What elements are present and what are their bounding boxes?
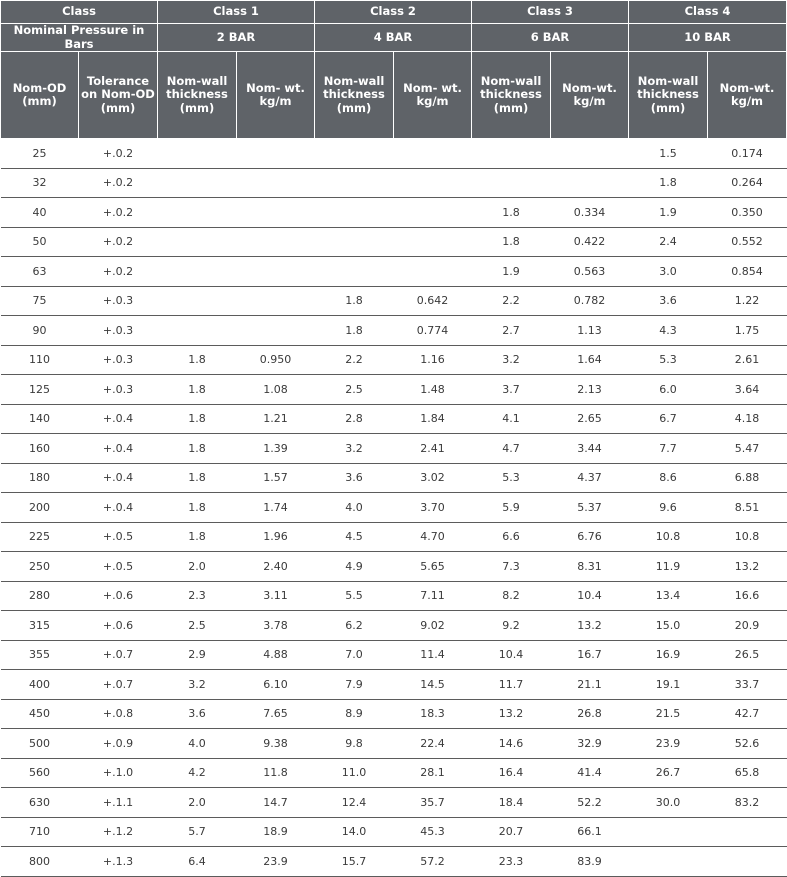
cell-tolerance: +.0.3 [79,316,158,346]
cell-c4-wall: 11.9 [629,552,708,582]
cell-c1-weight: 9.38 [237,729,315,759]
cell-c4-wall: 23.9 [629,729,708,759]
cell-c1-wall: 1.8 [158,522,237,552]
cell-c1-wall: 1.8 [158,463,237,493]
cell-nom-od: 50 [1,227,79,257]
cell-c1-weight [237,286,315,316]
cell-c3-wall: 13.2 [472,699,551,729]
cell-nom-od: 32 [1,168,79,198]
cell-c1-wall: 2.0 [158,552,237,582]
cell-c1-wall [158,257,237,287]
cell-c1-wall: 4.0 [158,729,237,759]
cell-c4-weight: 10.8 [708,522,787,552]
table-row [1,198,787,228]
cell-nom-od: 90 [1,316,79,346]
cell-c4-weight: 0.350 [708,198,787,228]
cell-tolerance: +.0.3 [79,286,158,316]
col-c4-weight: Nom-wt. kg/m [708,52,787,139]
table-row [1,581,787,611]
cell-c3-weight: 16.7 [551,640,629,670]
col-c1-weight: Nom- wt. kg/m [237,52,315,139]
table-row [1,640,787,670]
cell-c4-weight: 3.64 [708,375,787,405]
cell-c3-weight: 1.64 [551,345,629,375]
table-row [1,375,787,405]
cell-c1-wall [158,198,237,228]
cell-tolerance: +.1.3 [79,847,158,877]
cell-c1-weight: 1.57 [237,463,315,493]
cell-nom-od: 75 [1,286,79,316]
table-row [1,345,787,375]
cell-c2-wall: 4.5 [315,522,394,552]
cell-c4-wall: 4.3 [629,316,708,346]
cell-tolerance: +.0.2 [79,257,158,287]
table-row [1,788,787,818]
cell-tolerance: +.1.1 [79,788,158,818]
cell-c4-wall: 1.5 [629,139,708,169]
cell-c2-wall: 2.8 [315,404,394,434]
cell-c1-weight: 0.950 [237,345,315,375]
cell-c3-weight: 52.2 [551,788,629,818]
cell-nom-od: 200 [1,493,79,523]
cell-c3-wall: 10.4 [472,640,551,670]
cell-c3-weight: 0.422 [551,227,629,257]
cell-c3-weight: 0.334 [551,198,629,228]
cell-c2-wall: 7.9 [315,670,394,700]
cell-c1-weight: 23.9 [237,847,315,877]
cell-nom-od: 140 [1,404,79,434]
cell-c1-wall: 1.8 [158,434,237,464]
table-row [1,758,787,788]
cell-c2-wall: 2.2 [315,345,394,375]
cell-c4-weight [708,817,787,847]
cell-c2-wall: 4.9 [315,552,394,582]
cell-c3-weight: 6.76 [551,522,629,552]
cell-c2-weight [394,257,472,287]
cell-c3-weight: 3.44 [551,434,629,464]
cell-c2-weight: 28.1 [394,758,472,788]
cell-c2-weight: 45.3 [394,817,472,847]
cell-c4-weight: 16.6 [708,581,787,611]
cell-tolerance: +.0.9 [79,729,158,759]
cell-c4-weight: 5.47 [708,434,787,464]
cell-c4-weight: 0.174 [708,139,787,169]
cell-c4-weight: 0.264 [708,168,787,198]
cell-tolerance: +.0.5 [79,522,158,552]
cell-c4-wall: 1.8 [629,168,708,198]
col-nom-od: Nom-OD (mm) [1,52,79,139]
cell-c3-weight: 32.9 [551,729,629,759]
cell-c1-wall [158,139,237,169]
cell-c4-wall: 13.4 [629,581,708,611]
cell-tolerance: +.0.3 [79,345,158,375]
class-2-header: Class 2 [315,1,472,24]
cell-c2-weight [394,227,472,257]
cell-c2-weight: 2.41 [394,434,472,464]
cell-c2-wall [315,227,394,257]
cell-c3-wall [472,139,551,169]
cell-c1-weight [237,168,315,198]
cell-tolerance: +.0.4 [79,434,158,464]
cell-c4-weight: 65.8 [708,758,787,788]
table-row [1,257,787,287]
class-4-header: Class 4 [629,1,787,24]
cell-nom-od: 710 [1,817,79,847]
cell-tolerance: +.0.2 [79,168,158,198]
cell-c4-weight: 20.9 [708,611,787,641]
cell-c1-weight: 1.39 [237,434,315,464]
cell-c3-weight [551,168,629,198]
table-row [1,493,787,523]
cell-c4-wall: 7.7 [629,434,708,464]
cell-tolerance: +.0.4 [79,493,158,523]
cell-c3-wall: 5.9 [472,493,551,523]
cell-c1-wall [158,286,237,316]
cell-c4-weight: 1.22 [708,286,787,316]
cell-nom-od: 630 [1,788,79,818]
cell-c3-weight: 66.1 [551,817,629,847]
cell-c4-weight: 13.2 [708,552,787,582]
cell-c3-wall: 16.4 [472,758,551,788]
cell-c2-weight [394,198,472,228]
class-1-header: Class 1 [158,1,315,24]
cell-tolerance: +.0.3 [79,375,158,405]
cell-c1-wall: 2.5 [158,611,237,641]
class-header: Class [1,1,158,24]
cell-c1-weight: 11.8 [237,758,315,788]
cell-c1-weight [237,257,315,287]
cell-c2-wall: 12.4 [315,788,394,818]
cell-c1-weight [237,139,315,169]
cell-c2-wall: 5.5 [315,581,394,611]
class-3-header: Class 3 [472,1,629,24]
cell-c1-weight: 1.08 [237,375,315,405]
cell-c1-wall: 3.2 [158,670,237,700]
cell-c1-weight: 6.10 [237,670,315,700]
table-row [1,316,787,346]
cell-c2-wall: 1.8 [315,316,394,346]
cell-c3-weight: 83.9 [551,847,629,877]
cell-c1-weight: 7.65 [237,699,315,729]
table-row [1,729,787,759]
cell-nom-od: 110 [1,345,79,375]
class-3-pressure: 6 BAR [472,24,629,52]
table-row [1,699,787,729]
col-c4-wall: Nom-wall thickness (mm) [629,52,708,139]
cell-c2-wall: 9.8 [315,729,394,759]
cell-c3-wall: 18.4 [472,788,551,818]
cell-nom-od: 500 [1,729,79,759]
cell-c4-wall: 21.5 [629,699,708,729]
cell-tolerance: +.0.4 [79,404,158,434]
cell-c3-weight: 10.4 [551,581,629,611]
cell-c1-weight [237,227,315,257]
cell-c4-wall: 8.6 [629,463,708,493]
cell-c4-wall: 5.3 [629,345,708,375]
table-row [1,847,787,877]
cell-c4-wall: 15.0 [629,611,708,641]
cell-c4-wall: 9.6 [629,493,708,523]
col-c2-weight: Nom- wt. kg/m [394,52,472,139]
cell-c4-wall: 1.9 [629,198,708,228]
cell-nom-od: 250 [1,552,79,582]
cell-c2-weight: 0.774 [394,316,472,346]
cell-nom-od: 63 [1,257,79,287]
cell-c4-weight: 33.7 [708,670,787,700]
cell-c2-wall: 14.0 [315,817,394,847]
cell-nom-od: 355 [1,640,79,670]
cell-c3-weight: 13.2 [551,611,629,641]
cell-c4-wall: 30.0 [629,788,708,818]
cell-nom-od: 25 [1,139,79,169]
table-row [1,227,787,257]
cell-c1-weight: 14.7 [237,788,315,818]
cell-c1-weight: 1.21 [237,404,315,434]
cell-c3-wall: 9.2 [472,611,551,641]
cell-c3-wall: 1.8 [472,198,551,228]
cell-c1-weight: 3.78 [237,611,315,641]
cell-c4-weight: 0.854 [708,257,787,287]
cell-c3-weight: 5.37 [551,493,629,523]
cell-c1-weight: 3.11 [237,581,315,611]
cell-c2-weight: 11.4 [394,640,472,670]
col-c2-wall: Nom-wall thickness (mm) [315,52,394,139]
col-tolerance: Tolerance on Nom-OD (mm) [79,52,158,139]
cell-c3-weight: 2.65 [551,404,629,434]
cell-c3-wall: 6.6 [472,522,551,552]
class-2-pressure: 4 BAR [315,24,472,52]
cell-c3-weight: 1.13 [551,316,629,346]
cell-tolerance: +.0.5 [79,552,158,582]
cell-c1-wall [158,227,237,257]
cell-c4-wall: 3.6 [629,286,708,316]
cell-c2-wall [315,198,394,228]
cell-c1-weight: 18.9 [237,817,315,847]
cell-c4-weight: 42.7 [708,699,787,729]
cell-c2-wall [315,139,394,169]
cell-nom-od: 180 [1,463,79,493]
cell-c4-wall: 2.4 [629,227,708,257]
col-c1-wall: Nom-wall thickness (mm) [158,52,237,139]
cell-c1-wall: 4.2 [158,758,237,788]
cell-c4-wall: 26.7 [629,758,708,788]
cell-c2-weight: 9.02 [394,611,472,641]
cell-c4-wall: 6.7 [629,404,708,434]
cell-c1-wall: 2.0 [158,788,237,818]
cell-c4-wall: 10.8 [629,522,708,552]
cell-tolerance: +.0.2 [79,139,158,169]
cell-tolerance: +.0.4 [79,463,158,493]
cell-c4-wall: 3.0 [629,257,708,287]
cell-c1-weight: 1.96 [237,522,315,552]
cell-c3-weight: 21.1 [551,670,629,700]
cell-c3-wall: 8.2 [472,581,551,611]
cell-c3-wall: 1.9 [472,257,551,287]
col-c3-wall: Nom-wall thickness (mm) [472,52,551,139]
cell-c2-weight: 18.3 [394,699,472,729]
cell-c3-weight [551,139,629,169]
cell-c2-weight: 5.65 [394,552,472,582]
table-row [1,404,787,434]
cell-c3-weight: 41.4 [551,758,629,788]
class-4-pressure: 10 BAR [629,24,787,52]
cell-c3-wall: 3.7 [472,375,551,405]
cell-c2-weight: 7.11 [394,581,472,611]
cell-c3-wall: 1.8 [472,227,551,257]
table-body [1,139,787,877]
cell-c4-weight: 26.5 [708,640,787,670]
cell-c2-wall [315,168,394,198]
cell-c2-weight: 4.70 [394,522,472,552]
cell-c1-wall [158,168,237,198]
table-row [1,611,787,641]
cell-c3-wall: 4.7 [472,434,551,464]
cell-c1-weight: 1.74 [237,493,315,523]
cell-c2-wall: 4.0 [315,493,394,523]
cell-c2-weight: 3.70 [394,493,472,523]
cell-c1-weight: 4.88 [237,640,315,670]
cell-c2-weight: 22.4 [394,729,472,759]
table-row [1,139,787,169]
cell-c1-weight [237,198,315,228]
cell-tolerance: +.0.6 [79,611,158,641]
cell-c3-weight: 8.31 [551,552,629,582]
cell-c4-wall: 16.9 [629,640,708,670]
cell-c2-weight: 35.7 [394,788,472,818]
pressure-header: Nominal Pressure in Bars [1,24,158,52]
cell-c2-wall: 3.2 [315,434,394,464]
cell-c3-weight: 2.13 [551,375,629,405]
cell-nom-od: 800 [1,847,79,877]
cell-c3-wall: 2.7 [472,316,551,346]
cell-c3-wall: 7.3 [472,552,551,582]
table-row [1,552,787,582]
cell-c2-weight: 1.84 [394,404,472,434]
cell-c4-wall: 19.1 [629,670,708,700]
cell-c1-wall [158,316,237,346]
cell-c4-wall: 6.0 [629,375,708,405]
cell-c1-wall: 2.9 [158,640,237,670]
table-row [1,434,787,464]
cell-c3-weight: 0.782 [551,286,629,316]
cell-c3-wall: 5.3 [472,463,551,493]
cell-c4-weight: 52.6 [708,729,787,759]
cell-tolerance: +.0.7 [79,670,158,700]
cell-c2-weight: 57.2 [394,847,472,877]
cell-c4-wall [629,817,708,847]
cell-c2-wall: 1.8 [315,286,394,316]
cell-c1-wall: 1.8 [158,345,237,375]
cell-nom-od: 315 [1,611,79,641]
cell-c3-wall: 2.2 [472,286,551,316]
cell-c2-wall: 15.7 [315,847,394,877]
cell-c2-wall [315,257,394,287]
cell-c4-weight: 83.2 [708,788,787,818]
cell-tolerance: +.0.7 [79,640,158,670]
cell-c2-weight [394,168,472,198]
col-c3-weight: Nom-wt. kg/m [551,52,629,139]
cell-c3-wall: 11.7 [472,670,551,700]
cell-c3-wall: 4.1 [472,404,551,434]
cell-c2-wall: 7.0 [315,640,394,670]
cell-tolerance: +.0.2 [79,198,158,228]
cell-nom-od: 400 [1,670,79,700]
table-row [1,670,787,700]
cell-c2-wall: 11.0 [315,758,394,788]
cell-c4-weight: 0.552 [708,227,787,257]
cell-c3-wall [472,168,551,198]
cell-c1-wall: 1.8 [158,375,237,405]
cell-c2-wall: 2.5 [315,375,394,405]
cell-nom-od: 160 [1,434,79,464]
cell-c2-weight: 3.02 [394,463,472,493]
cell-c1-wall: 2.3 [158,581,237,611]
cell-nom-od: 450 [1,699,79,729]
cell-nom-od: 40 [1,198,79,228]
cell-c1-weight [237,316,315,346]
cell-c4-weight: 6.88 [708,463,787,493]
cell-c4-wall [629,847,708,877]
table-row [1,463,787,493]
cell-c2-weight: 1.16 [394,345,472,375]
cell-c1-weight: 2.40 [237,552,315,582]
cell-nom-od: 225 [1,522,79,552]
cell-nom-od: 125 [1,375,79,405]
cell-c3-weight: 4.37 [551,463,629,493]
cell-c1-wall: 6.4 [158,847,237,877]
cell-c3-wall: 3.2 [472,345,551,375]
cell-c2-weight: 14.5 [394,670,472,700]
cell-c3-weight: 26.8 [551,699,629,729]
cell-c3-wall: 23.3 [472,847,551,877]
cell-c2-wall: 6.2 [315,611,394,641]
cell-c3-wall: 20.7 [472,817,551,847]
cell-c1-wall: 3.6 [158,699,237,729]
cell-c4-weight: 8.51 [708,493,787,523]
cell-c1-wall: 5.7 [158,817,237,847]
cell-c2-wall: 3.6 [315,463,394,493]
cell-c4-weight: 1.75 [708,316,787,346]
table-row [1,168,787,198]
class-1-pressure: 2 BAR [158,24,315,52]
cell-tolerance: +.0.6 [79,581,158,611]
cell-nom-od: 560 [1,758,79,788]
table-row [1,286,787,316]
cell-c2-wall: 8.9 [315,699,394,729]
table-row [1,522,787,552]
cell-c2-weight [394,139,472,169]
cell-c3-weight: 0.563 [551,257,629,287]
cell-c2-weight: 1.48 [394,375,472,405]
cell-c4-weight: 2.61 [708,345,787,375]
cell-nom-od: 280 [1,581,79,611]
cell-tolerance: +.0.2 [79,227,158,257]
cell-c2-weight: 0.642 [394,286,472,316]
cell-tolerance: +.0.8 [79,699,158,729]
cell-c4-weight [708,847,787,877]
cell-tolerance: +.1.0 [79,758,158,788]
table-row [1,817,787,847]
cell-c1-wall: 1.8 [158,404,237,434]
cell-c3-wall: 14.6 [472,729,551,759]
cell-tolerance: +.1.2 [79,817,158,847]
cell-c1-wall: 1.8 [158,493,237,523]
cell-c4-weight: 4.18 [708,404,787,434]
